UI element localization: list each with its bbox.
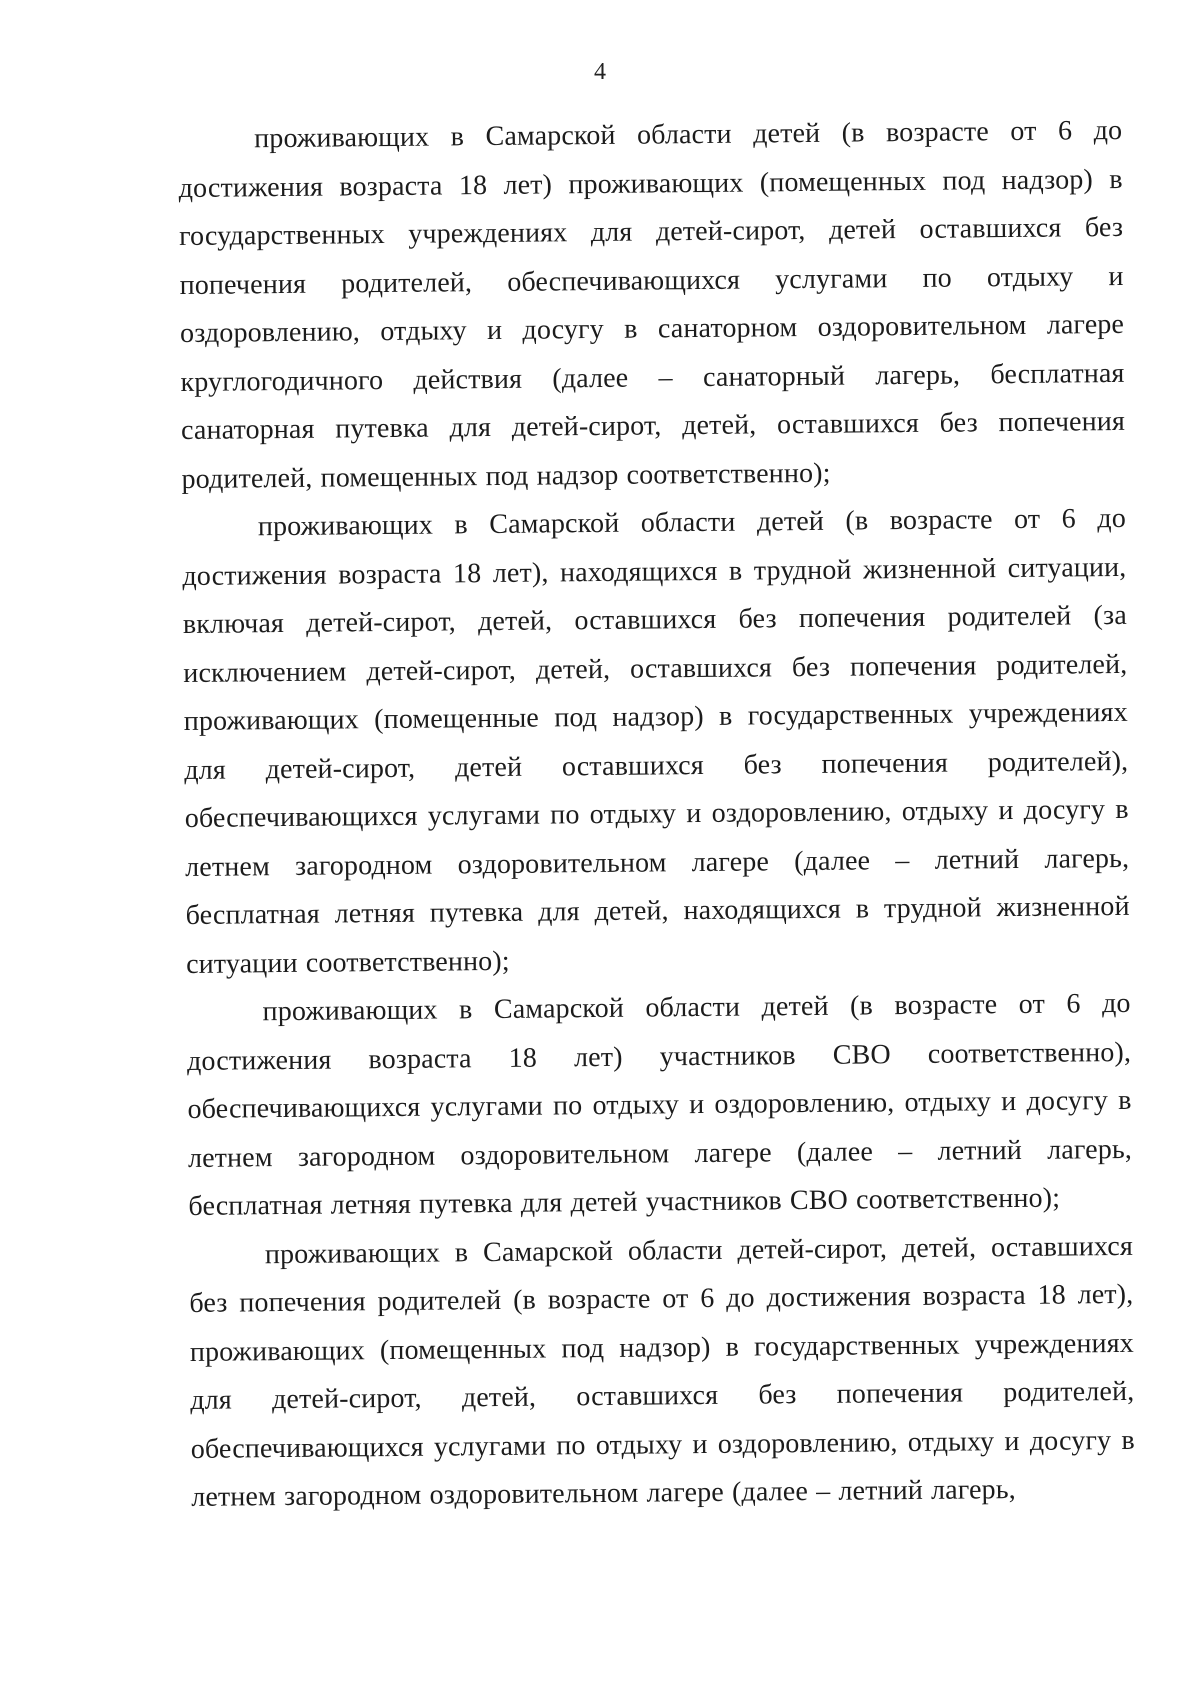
page-number: 4 [594, 59, 606, 85]
paragraph-2: проживающих в Самарской области детей (в возрасте от 6 до достижения возраста 18 лет), находящихся в трудной жизненной ситуации, включая детей-сирот, детей, оставшихся без попечения родителей (за исключением детей-сирот, детей, оставшихся без попечения родителей, проживающих (помещенные под надзор) в государственных учреждениях для детей-сирот, детей оставшихся без попечения родителей), обеспечивающихся услугами по отдыху и оздоровлению, отдыху и досугу в летнем загородном оздоровительном лагере (далее – летний лагерь, бесплатная летняя путевка для детей, находящихся в трудной жизненной ситуации соответственно); [182, 502, 1130, 980]
paragraph-4: проживающих в Самарской области детей-сирот, детей, оставшихся без попечения родителей (в возрасте от 6 до достижения возраста 18 лет), проживающих (помещенных под надзор) в государственных учреждениях для детей-сирот, детей, оставшихся без попечения родителей, обеспечивающихся услугами по отдыху и оздоровлению, отдыху и досугу в летнем загородном оздоровительном лагере (далее – летний лагерь, [189, 1230, 1135, 1513]
paragraph-3: проживающих в Самарской области детей (в возрасте от 6 до достижения возраста 18 лет) участников СВО соответственно), обеспечивающихся услугами по отдыху и оздоровлению, отдыху и досугу в летнем загородном оздоровительном лагере (далее – летний лагерь, бесплатная летняя путевка для детей участников СВО соответственно); [186, 987, 1133, 1222]
paragraph-1: проживающих в Самарской области детей (в возрасте от 6 до достижения возраста 18 лет) проживающих (помещенных под надзор) в государственных учреждениях для детей-сирот, детей оставшихся без попечения родителей, обеспечивающихся услугами по отдыху и оздоровлению, отдыху и досугу в санаторном оздоровительном лагере круглогодичного действия (далее – санаторный лагерь, бесплатная санаторная путевка для детей-сирот, детей, оставшихся без попечения родителей, помещенных под надзор соответственно); [178, 114, 1126, 495]
document-body [178, 107, 1135, 1522]
